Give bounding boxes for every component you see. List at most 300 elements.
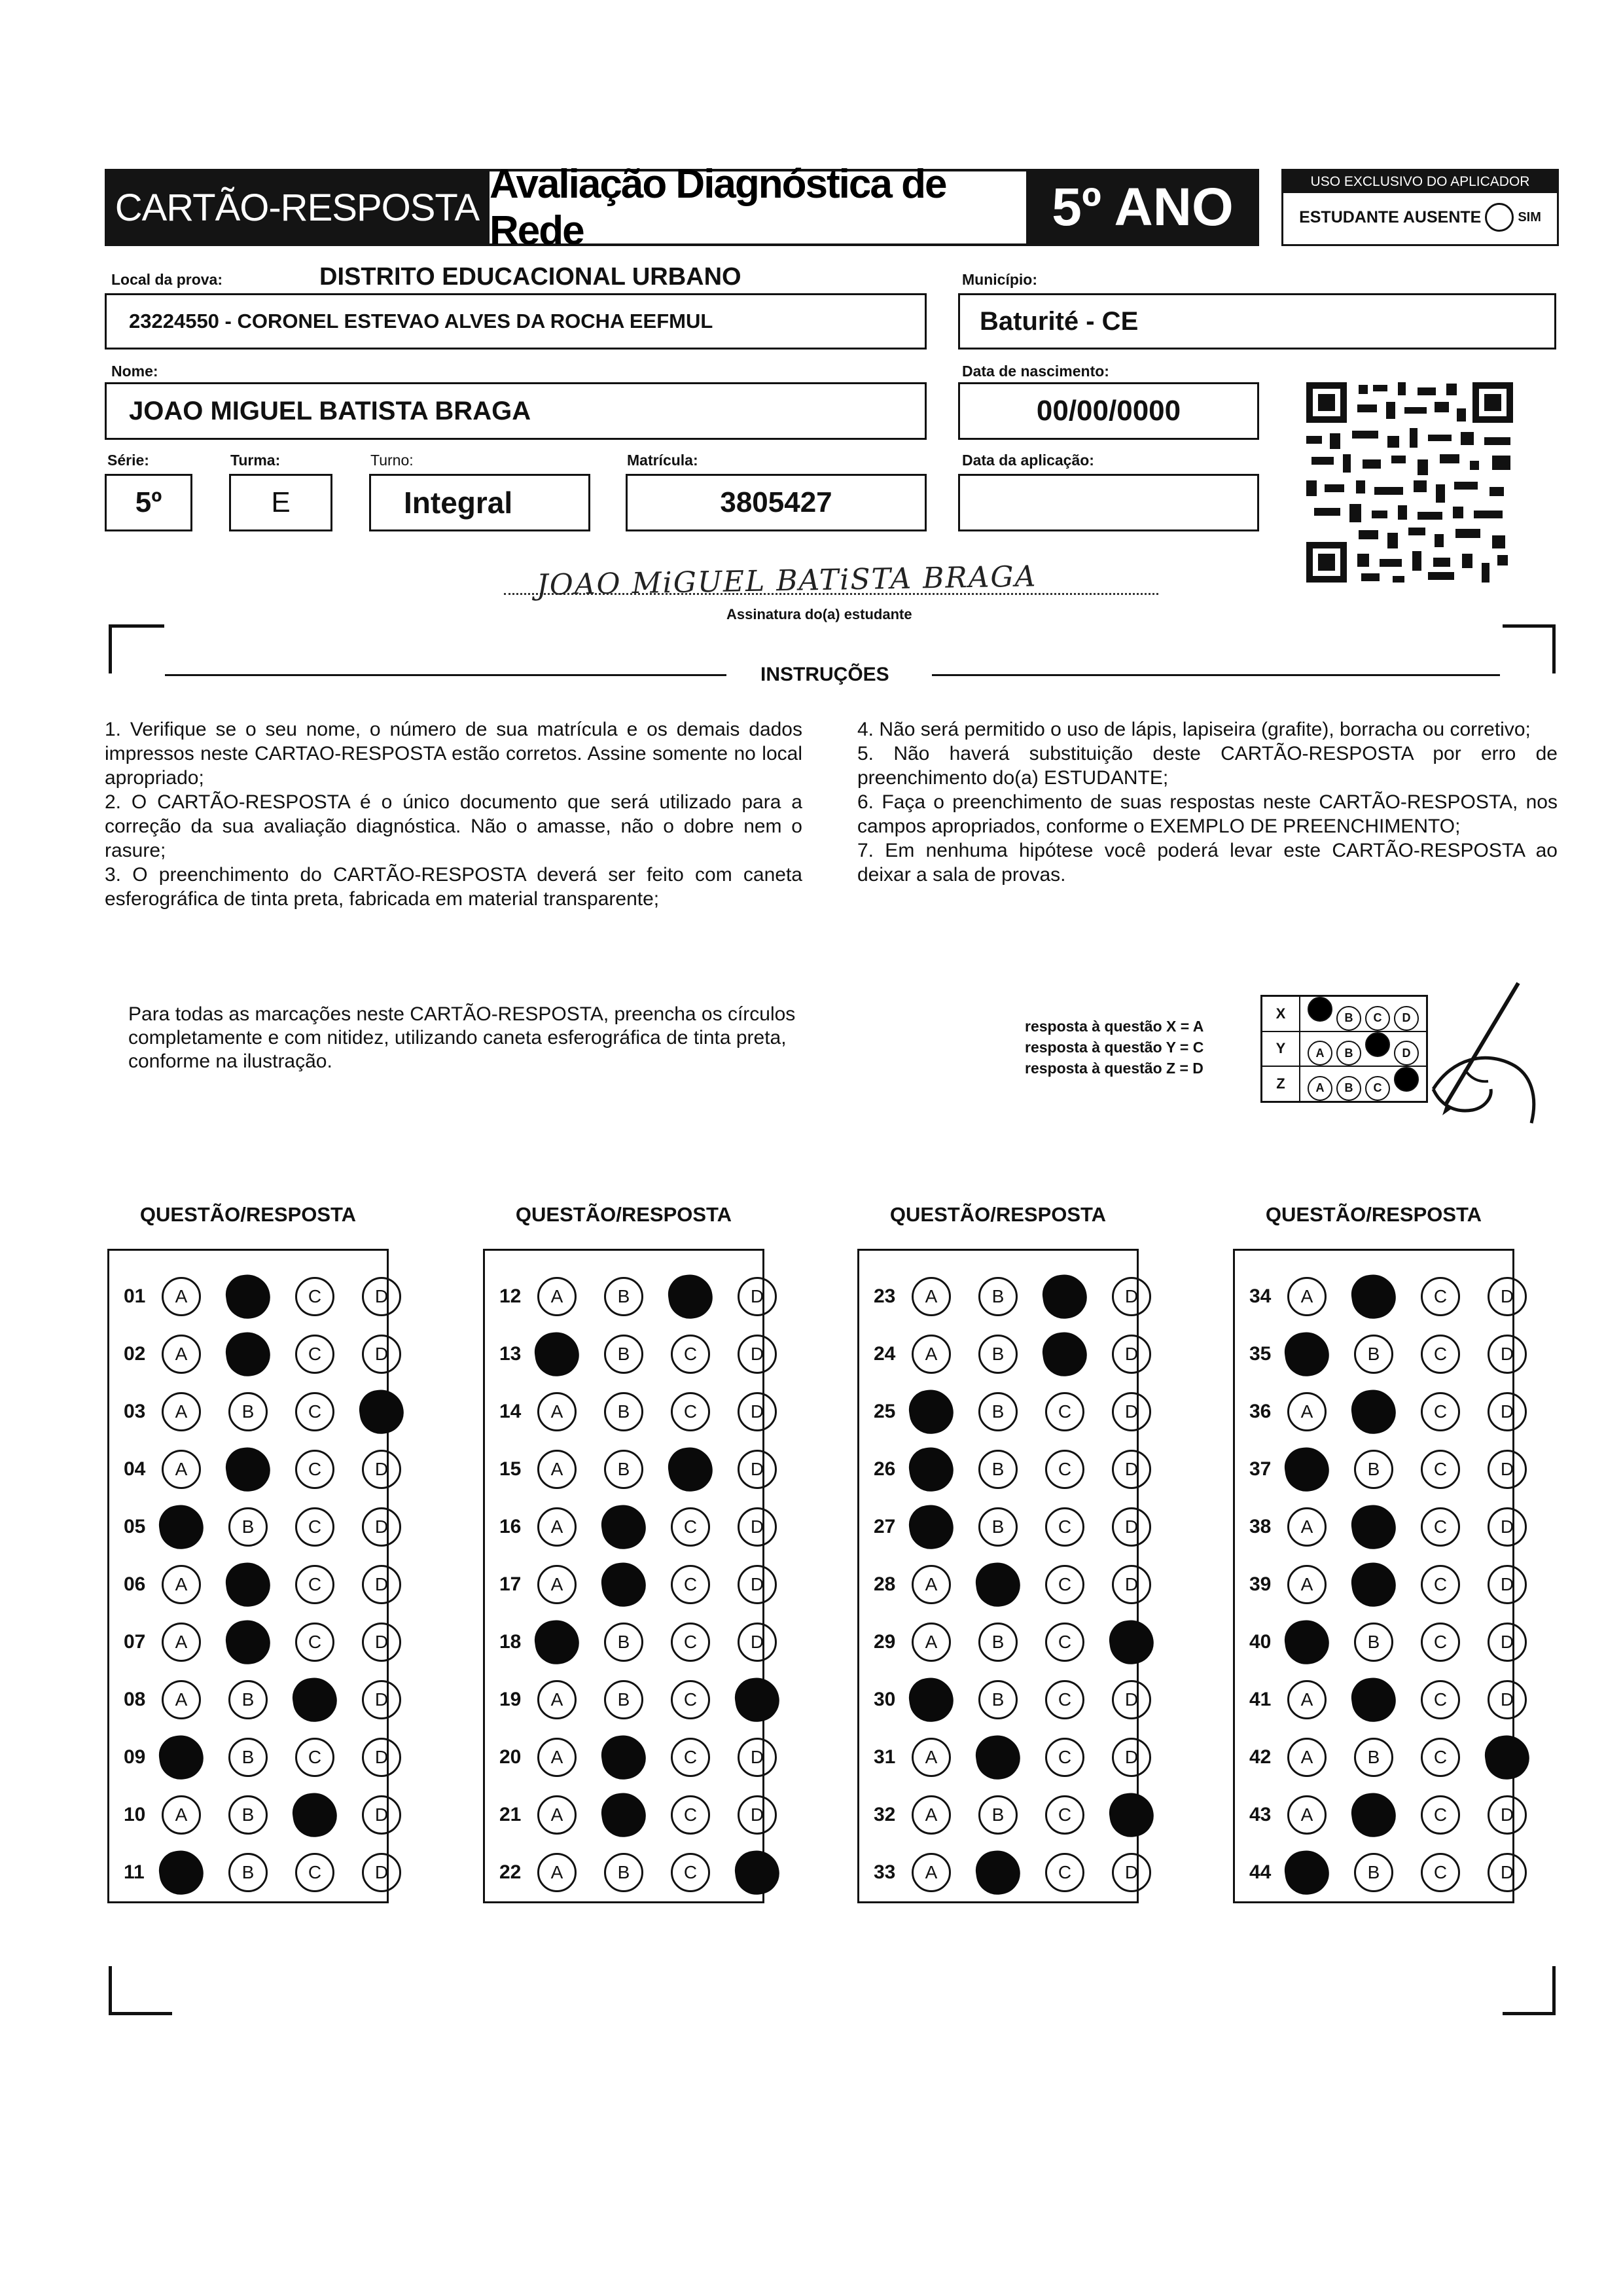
applicator-title: USO EXCLUSIVO DO APLICADOR xyxy=(1283,171,1557,193)
answer-bubble-a[interactable]: A xyxy=(912,1738,951,1777)
school-field xyxy=(105,293,927,350)
answer-bubble-d[interactable]: D xyxy=(1488,1623,1527,1662)
answer-bubble-d[interactable]: D xyxy=(1488,1335,1527,1374)
answer-column-title: QUESTÃO/RESPOSTA xyxy=(139,1203,357,1226)
answer-bubble-a[interactable]: A xyxy=(162,1450,201,1489)
answer-row xyxy=(485,1853,777,1892)
answer-bubble-filled[interactable] xyxy=(1482,1732,1532,1782)
answer-bubble-c[interactable]: C xyxy=(1421,1450,1460,1489)
answer-bubble-filled[interactable] xyxy=(1349,1387,1399,1437)
question-number: 13 xyxy=(499,1343,522,1365)
answer-bubble-filled[interactable] xyxy=(666,1444,715,1494)
answer-bubble-c[interactable]: C xyxy=(295,1392,334,1431)
answer-bubble-filled[interactable] xyxy=(732,1848,782,1897)
answer-bubble-d[interactable]: D xyxy=(738,1335,777,1374)
answer-bubble-d[interactable]: D xyxy=(1112,1507,1151,1547)
answer-bubble-a[interactable]: A xyxy=(912,1277,951,1316)
absent-label: ESTUDANTE AUSENTE xyxy=(1299,207,1482,226)
question-number: 32 xyxy=(874,1804,896,1825)
answer-bubble-c[interactable]: C xyxy=(1421,1565,1460,1604)
answer-bubble-c[interactable]: C xyxy=(295,1277,334,1316)
answer-bubble-d[interactable]: D xyxy=(362,1795,401,1835)
answer-bubble-c[interactable]: C xyxy=(295,1738,334,1777)
fill-example-row xyxy=(1262,996,1427,1031)
answer-bubble-c[interactable]: C xyxy=(1421,1680,1460,1719)
answer-bubble-d[interactable]: D xyxy=(738,1738,777,1777)
answer-bubble-a[interactable]: A xyxy=(1287,1738,1327,1777)
answer-bubble-d[interactable]: D xyxy=(1112,1277,1151,1316)
answer-bubble-a[interactable]: A xyxy=(1287,1795,1327,1835)
answer-bubble-c[interactable]: C xyxy=(1045,1450,1084,1489)
answer-column-title: QUESTÃO/RESPOSTA xyxy=(515,1203,732,1226)
answer-bubble-b[interactable]: B xyxy=(978,1392,1018,1431)
answer-bubble-b[interactable]: B xyxy=(1354,1738,1393,1777)
answer-bubble-c[interactable]: C xyxy=(295,1335,334,1374)
answer-bubble-d[interactable]: D xyxy=(362,1507,401,1547)
answer-row xyxy=(1235,1565,1527,1604)
answer-row xyxy=(109,1565,401,1604)
turma-field xyxy=(229,474,332,531)
nome-value: JOAO MIGUEL BATISTA BRAGA xyxy=(129,396,531,425)
answer-bubble-c[interactable]: C xyxy=(1045,1392,1084,1431)
answer-row xyxy=(485,1392,777,1431)
answer-column xyxy=(1233,1249,1514,1903)
answer-bubble-b[interactable]: B xyxy=(228,1680,268,1719)
question-number: 03 xyxy=(124,1401,146,1422)
fill-example-row-label: Y xyxy=(1262,1031,1300,1067)
answer-bubble-a[interactable]: A xyxy=(162,1680,201,1719)
question-number: 41 xyxy=(1249,1689,1272,1710)
answer-bubble-b[interactable]: B xyxy=(228,1392,268,1431)
fill-example-bubble: A xyxy=(1308,1076,1332,1101)
answer-bubble-filled[interactable] xyxy=(223,1329,273,1379)
answer-row xyxy=(485,1335,777,1374)
answer-bubble-d[interactable]: D xyxy=(1112,1680,1151,1719)
answer-bubble-filled[interactable] xyxy=(599,1732,649,1782)
answer-bubble-d[interactable]: D xyxy=(1488,1277,1527,1316)
answer-bubble-filled[interactable] xyxy=(1282,1444,1332,1494)
answer-bubble-c[interactable]: C xyxy=(295,1853,334,1892)
question-number: 23 xyxy=(874,1285,896,1307)
answer-bubble-c[interactable]: C xyxy=(671,1853,710,1892)
serie-field xyxy=(105,474,192,531)
answer-bubble-a[interactable]: A xyxy=(912,1335,951,1374)
answer-bubble-a[interactable]: A xyxy=(1287,1680,1327,1719)
answer-row xyxy=(1235,1623,1527,1662)
legend-z: resposta à questão Z = D xyxy=(1025,1060,1204,1077)
answer-row xyxy=(109,1277,401,1316)
nascimento-value: 00/00/0000 xyxy=(1036,395,1181,427)
answer-bubble-c[interactable]: C xyxy=(671,1680,710,1719)
question-number: 34 xyxy=(1249,1285,1272,1307)
question-number: 24 xyxy=(874,1343,896,1365)
answer-bubble-b[interactable]: B xyxy=(228,1738,268,1777)
answer-column-title: QUESTÃO/RESPOSTA xyxy=(1265,1203,1482,1226)
answer-bubble-b[interactable]: B xyxy=(978,1335,1018,1374)
answer-bubble-b[interactable]: B xyxy=(228,1507,268,1547)
question-number: 09 xyxy=(124,1746,146,1768)
answer-bubble-c[interactable]: C xyxy=(1421,1795,1460,1835)
nome-field xyxy=(105,382,927,440)
answer-bubble-filled[interactable] xyxy=(599,1560,649,1609)
question-number: 18 xyxy=(499,1631,522,1653)
answer-bubble-filled[interactable] xyxy=(357,1387,406,1437)
instruction-7: 7. Em nenhuma hipótese você poderá levar este CARTÃO-RESPOSTA ao deixar a sala de provas. xyxy=(857,840,1558,886)
question-number: 37 xyxy=(1249,1458,1272,1480)
answer-bubble-a[interactable]: A xyxy=(537,1507,577,1547)
fill-example-text: Para todas as marcações neste CARTÃO-RESPOSTA, preencha os círculos completamente e com nitidez, utilizando caneta esferográfica de tinta preta, conforme na ilustração. xyxy=(128,1003,796,1072)
instruction-3: 3. O preenchimento do CARTÃO-RESPOSTA deverá ser feito com caneta esferográfica de tinta preta, fabricada em material transparente; xyxy=(105,864,802,910)
answer-bubble-d[interactable]: D xyxy=(1112,1565,1151,1604)
card-title-banner xyxy=(105,169,490,246)
answer-bubble-d[interactable]: D xyxy=(1488,1795,1527,1835)
answer-bubble-b[interactable]: B xyxy=(978,1680,1018,1719)
answer-row xyxy=(859,1507,1151,1547)
question-number: 28 xyxy=(874,1573,896,1595)
answer-bubble-d[interactable]: D xyxy=(362,1450,401,1489)
answer-row xyxy=(109,1450,401,1489)
municipio-value: Baturité - CE xyxy=(980,306,1139,336)
answer-bubble-c[interactable]: C xyxy=(295,1450,334,1489)
answer-bubble-c[interactable]: C xyxy=(1045,1795,1084,1835)
answer-bubble-b[interactable]: B xyxy=(604,1450,643,1489)
fill-example-bubble: D xyxy=(1394,1006,1419,1031)
answer-bubble-a[interactable]: A xyxy=(912,1623,951,1662)
answer-bubble-c[interactable]: C xyxy=(1045,1738,1084,1777)
answer-bubble-a[interactable]: A xyxy=(537,1853,577,1892)
fill-example-bubble: B xyxy=(1336,1041,1361,1066)
fill-example-bubble: B xyxy=(1336,1076,1361,1101)
answer-bubble-filled[interactable] xyxy=(1040,1272,1090,1321)
question-number: 40 xyxy=(1249,1631,1272,1653)
answer-bubble-filled[interactable] xyxy=(223,1617,273,1667)
question-number: 15 xyxy=(499,1458,522,1480)
answer-bubble-a[interactable]: A xyxy=(537,1450,577,1489)
answer-bubble-a[interactable]: A xyxy=(537,1680,577,1719)
turno-label: Turno: xyxy=(370,452,414,469)
answer-bubble-c[interactable]: C xyxy=(1421,1507,1460,1547)
answer-bubble-d[interactable]: D xyxy=(362,1335,401,1374)
municipio-field xyxy=(958,293,1556,350)
corner-mark-top-left xyxy=(109,624,164,673)
absent-option: SIM xyxy=(1518,209,1541,224)
municipio-label: Município: xyxy=(962,271,1037,288)
answer-bubble-d[interactable]: D xyxy=(1112,1450,1151,1489)
answer-bubble-c[interactable]: C xyxy=(671,1507,710,1547)
answer-row xyxy=(859,1277,1151,1316)
answer-bubble-filled[interactable] xyxy=(1349,1272,1399,1321)
fill-example-bubble: A xyxy=(1308,1041,1332,1066)
answer-bubble-c[interactable]: C xyxy=(671,1795,710,1835)
question-number: 01 xyxy=(124,1285,146,1307)
answer-bubble-c[interactable]: C xyxy=(295,1565,334,1604)
answer-bubble-filled[interactable] xyxy=(290,1790,340,1840)
question-number: 44 xyxy=(1249,1861,1272,1883)
question-number: 39 xyxy=(1249,1573,1272,1595)
answer-bubble-filled[interactable] xyxy=(532,1617,582,1667)
answer-row xyxy=(485,1623,777,1662)
answer-bubble-b[interactable]: B xyxy=(604,1335,643,1374)
answer-bubble-filled[interactable] xyxy=(1349,1502,1399,1552)
question-number: 36 xyxy=(1249,1401,1272,1422)
fill-example-table xyxy=(1260,995,1428,1103)
question-number: 05 xyxy=(124,1516,146,1537)
answer-bubble-d[interactable]: D xyxy=(738,1277,777,1316)
answer-bubble-filled[interactable] xyxy=(973,1848,1023,1897)
answer-bubble-c[interactable]: C xyxy=(671,1335,710,1374)
answer-bubble-filled[interactable] xyxy=(1349,1560,1399,1609)
answer-bubble-b[interactable]: B xyxy=(604,1277,643,1316)
corner-mark-bottom-right xyxy=(1503,1966,1556,2015)
answer-row xyxy=(485,1680,777,1719)
answer-bubble-d[interactable]: D xyxy=(1112,1853,1151,1892)
answer-bubble-c[interactable]: C xyxy=(1045,1853,1084,1892)
answer-bubble-filled[interactable] xyxy=(156,1732,206,1782)
answer-bubble-c[interactable]: C xyxy=(1421,1392,1460,1431)
answer-bubble-filled[interactable] xyxy=(666,1272,715,1321)
instruction-1: 1. Verifique se o seu nome, o número de sua matrícula e os demais dados impressos neste CARTAO-RESPOSTA estão corretos. Assine somente no local apropriado; xyxy=(105,719,802,789)
answer-row xyxy=(109,1853,401,1892)
answer-bubble-d[interactable]: D xyxy=(362,1738,401,1777)
matricula-label: Matrícula: xyxy=(627,452,698,469)
answer-bubble-d[interactable]: D xyxy=(738,1795,777,1835)
answer-bubble-c[interactable]: C xyxy=(295,1623,334,1662)
answer-bubble-b[interactable]: B xyxy=(978,1507,1018,1547)
answer-bubble-filled[interactable] xyxy=(156,1502,206,1552)
answer-bubble-filled[interactable] xyxy=(1282,1329,1332,1379)
answer-row xyxy=(859,1680,1151,1719)
answer-bubble-d[interactable]: D xyxy=(362,1623,401,1662)
answer-bubble-b[interactable]: B xyxy=(978,1795,1018,1835)
question-number: 31 xyxy=(874,1746,896,1768)
question-number: 02 xyxy=(124,1343,146,1365)
question-number: 16 xyxy=(499,1516,522,1537)
answer-bubble-b[interactable]: B xyxy=(978,1450,1018,1489)
question-number: 30 xyxy=(874,1689,896,1710)
answer-bubble-b[interactable]: B xyxy=(228,1795,268,1835)
answer-bubble-filled[interactable] xyxy=(599,1790,649,1840)
question-number: 10 xyxy=(124,1804,146,1825)
matricula-value: 3805427 xyxy=(720,486,832,518)
answer-bubble-c[interactable]: C xyxy=(671,1738,710,1777)
answer-bubble-filled[interactable] xyxy=(1107,1790,1156,1840)
question-number: 12 xyxy=(499,1285,522,1307)
evaluation-title: Avaliação Diagnóstica de Rede xyxy=(490,169,1026,246)
instructions-rule-left xyxy=(165,674,726,676)
answer-bubble-filled[interactable] xyxy=(1349,1790,1399,1840)
answer-bubble-d[interactable]: D xyxy=(1488,1450,1527,1489)
nascimento-label: Data de nascimento: xyxy=(962,363,1109,380)
answer-bubble-filled[interactable] xyxy=(906,1387,956,1437)
instructions-right xyxy=(857,717,1558,887)
answer-row xyxy=(109,1335,401,1374)
answer-bubble-c[interactable]: C xyxy=(1045,1507,1084,1547)
student-signature: JOAO MiGUEL BATiSTA BRAGA xyxy=(536,560,1037,602)
answer-bubble-a[interactable]: A xyxy=(537,1795,577,1835)
absent-checkbox[interactable] xyxy=(1485,203,1514,232)
answer-bubble-c[interactable]: C xyxy=(1045,1565,1084,1604)
answer-bubble-d[interactable]: D xyxy=(738,1565,777,1604)
aplicacao-field[interactable] xyxy=(958,474,1259,531)
answer-bubble-d[interactable]: D xyxy=(1488,1853,1527,1892)
answer-bubble-a[interactable]: A xyxy=(537,1277,577,1316)
answer-bubble-c[interactable]: C xyxy=(1421,1738,1460,1777)
answer-bubble-a[interactable]: A xyxy=(162,1335,201,1374)
fill-example-row-label: Z xyxy=(1262,1066,1300,1102)
instruction-4: 4. Não será permitido o uso de lápis, lapiseira (grafite), borracha ou corretivo; xyxy=(857,719,1531,740)
answer-bubble-a[interactable]: A xyxy=(1287,1565,1327,1604)
answer-bubble-b[interactable]: B xyxy=(1354,1623,1393,1662)
answer-row xyxy=(109,1680,401,1719)
answer-row xyxy=(1235,1507,1527,1547)
answer-column xyxy=(483,1249,764,1903)
question-number: 21 xyxy=(499,1804,522,1825)
answer-bubble-a[interactable]: A xyxy=(912,1565,951,1604)
answer-bubble-a[interactable]: A xyxy=(1287,1507,1327,1547)
answer-bubble-c[interactable]: C xyxy=(1045,1623,1084,1662)
matricula-field xyxy=(626,474,927,531)
answer-bubble-d[interactable]: D xyxy=(1112,1392,1151,1431)
aplicacao-label: Data da aplicação: xyxy=(962,452,1094,469)
answer-bubble-filled[interactable] xyxy=(156,1848,206,1897)
answer-bubble-filled[interactable] xyxy=(599,1502,649,1552)
answer-bubble-c[interactable]: C xyxy=(1045,1680,1084,1719)
answer-bubble-a[interactable]: A xyxy=(162,1565,201,1604)
answer-bubble-filled[interactable] xyxy=(1349,1675,1399,1725)
answer-column-title: QUESTÃO/RESPOSTA xyxy=(889,1203,1107,1226)
corner-mark-top-right xyxy=(1503,624,1556,673)
answer-bubble-filled[interactable] xyxy=(1107,1617,1156,1667)
answer-row xyxy=(1235,1680,1527,1719)
answer-bubble-filled[interactable] xyxy=(223,1560,273,1609)
answer-bubble-c[interactable]: C xyxy=(1421,1335,1460,1374)
answer-bubble-filled[interactable] xyxy=(223,1272,273,1321)
answer-row xyxy=(109,1507,401,1547)
answer-bubble-d[interactable]: D xyxy=(1488,1392,1527,1431)
answer-bubble-b[interactable]: B xyxy=(1354,1335,1393,1374)
answer-bubble-b[interactable]: B xyxy=(978,1623,1018,1662)
legend-y: resposta à questão Y = C xyxy=(1025,1039,1204,1056)
answer-bubble-c[interactable]: C xyxy=(671,1392,710,1431)
question-number: 33 xyxy=(874,1861,896,1883)
answer-row xyxy=(859,1738,1151,1777)
fill-example-row-label: X xyxy=(1262,996,1300,1031)
question-number: 25 xyxy=(874,1401,896,1422)
answer-bubble-c[interactable]: C xyxy=(1421,1853,1460,1892)
answer-bubble-filled[interactable] xyxy=(532,1329,582,1379)
fill-example-bubble xyxy=(1308,997,1332,1022)
answer-bubble-a[interactable]: A xyxy=(537,1738,577,1777)
answer-bubble-c[interactable]: C xyxy=(671,1565,710,1604)
answer-bubble-d[interactable]: D xyxy=(738,1623,777,1662)
answer-bubble-a[interactable]: A xyxy=(537,1392,577,1431)
instructions-left xyxy=(105,717,802,911)
answer-bubble-d[interactable]: D xyxy=(362,1680,401,1719)
answer-bubble-d[interactable]: D xyxy=(738,1507,777,1547)
answer-bubble-filled[interactable] xyxy=(1282,1617,1332,1667)
answer-row xyxy=(109,1623,401,1662)
answer-bubble-b[interactable]: B xyxy=(1354,1450,1393,1489)
answer-bubble-a[interactable]: A xyxy=(1287,1392,1327,1431)
answer-bubble-d[interactable]: D xyxy=(1488,1507,1527,1547)
answer-bubble-filled[interactable] xyxy=(906,1502,956,1552)
fill-example-legend xyxy=(1025,1016,1204,1079)
answer-bubble-c[interactable]: C xyxy=(671,1623,710,1662)
fill-example-bubble: C xyxy=(1365,1006,1390,1031)
answer-row xyxy=(1235,1392,1527,1431)
answer-bubble-filled[interactable] xyxy=(1282,1848,1332,1897)
local-value: DISTRITO EDUCACIONAL URBANO xyxy=(319,263,741,291)
answer-bubble-filled[interactable] xyxy=(732,1675,782,1725)
answer-bubble-filled[interactable] xyxy=(290,1675,340,1725)
answer-bubble-d[interactable]: D xyxy=(1112,1738,1151,1777)
answer-bubble-d[interactable]: D xyxy=(738,1450,777,1489)
answer-bubble-a[interactable]: A xyxy=(162,1623,201,1662)
question-number: 06 xyxy=(124,1573,146,1595)
answer-bubble-b[interactable]: B xyxy=(604,1680,643,1719)
answer-bubble-d[interactable]: D xyxy=(362,1565,401,1604)
pen-hand-illustration xyxy=(1407,979,1551,1130)
answer-bubble-filled[interactable] xyxy=(906,1675,956,1725)
answer-row xyxy=(859,1450,1151,1489)
answer-bubble-filled[interactable] xyxy=(906,1444,956,1494)
answer-bubble-filled[interactable] xyxy=(223,1444,273,1494)
answer-bubble-a[interactable]: A xyxy=(537,1565,577,1604)
answer-bubble-c[interactable]: C xyxy=(1421,1277,1460,1316)
question-number: 38 xyxy=(1249,1516,1272,1537)
answer-bubble-b[interactable]: B xyxy=(1354,1853,1393,1892)
answer-row xyxy=(1235,1450,1527,1489)
answer-bubble-a[interactable]: A xyxy=(162,1795,201,1835)
answer-bubble-d[interactable]: D xyxy=(1488,1565,1527,1604)
answer-bubble-b[interactable]: B xyxy=(604,1392,643,1431)
answer-bubble-a[interactable]: A xyxy=(1287,1277,1327,1316)
question-number: 22 xyxy=(499,1861,522,1883)
answer-bubble-d[interactable]: D xyxy=(1112,1335,1151,1374)
answer-bubble-b[interactable]: B xyxy=(978,1277,1018,1316)
instruction-6: 6. Faça o preenchimento de suas respostas neste CARTÃO-RESPOSTA, nos campos apropriados, conforme o EXEMPLO DE PREENCHIMENTO; xyxy=(857,791,1558,837)
answer-bubble-a[interactable]: A xyxy=(162,1277,201,1316)
answer-bubble-a[interactable]: A xyxy=(162,1392,201,1431)
answer-bubble-d[interactable]: D xyxy=(362,1277,401,1316)
answer-bubble-filled[interactable] xyxy=(973,1732,1023,1782)
fill-example-row xyxy=(1262,1031,1427,1067)
nascimento-field xyxy=(958,382,1259,440)
signature-label: Assinatura do(a) estudante xyxy=(726,606,912,622)
answer-bubble-a[interactable]: A xyxy=(912,1795,951,1835)
answer-bubble-c[interactable]: C xyxy=(1421,1623,1460,1662)
answer-bubble-d[interactable]: D xyxy=(738,1392,777,1431)
answer-bubble-d[interactable]: D xyxy=(1488,1680,1527,1719)
answer-bubble-b[interactable]: B xyxy=(604,1623,643,1662)
instruction-2: 2. O CARTÃO-RESPOSTA é o único documento que será utilizado para a correção da sua avaliação diagnóstica. Não o amasse, não o dobre nem o rasure; xyxy=(105,791,802,861)
fill-example-row xyxy=(1262,1066,1427,1102)
answer-bubble-c[interactable]: C xyxy=(295,1507,334,1547)
question-number: 14 xyxy=(499,1401,522,1422)
answer-bubble-b[interactable]: B xyxy=(604,1853,643,1892)
legend-x: resposta à questão X = A xyxy=(1025,1018,1204,1035)
answer-bubble-a[interactable]: A xyxy=(912,1853,951,1892)
applicator-box xyxy=(1281,169,1559,246)
answer-bubble-filled[interactable] xyxy=(1040,1329,1090,1379)
answer-row xyxy=(109,1795,401,1835)
answer-bubble-d[interactable]: D xyxy=(362,1853,401,1892)
answer-bubble-b[interactable]: B xyxy=(228,1853,268,1892)
question-number: 08 xyxy=(124,1689,146,1710)
answer-bubble-filled[interactable] xyxy=(973,1560,1023,1609)
question-number: 04 xyxy=(124,1458,146,1480)
corner-mark-bottom-left xyxy=(109,1966,172,2015)
